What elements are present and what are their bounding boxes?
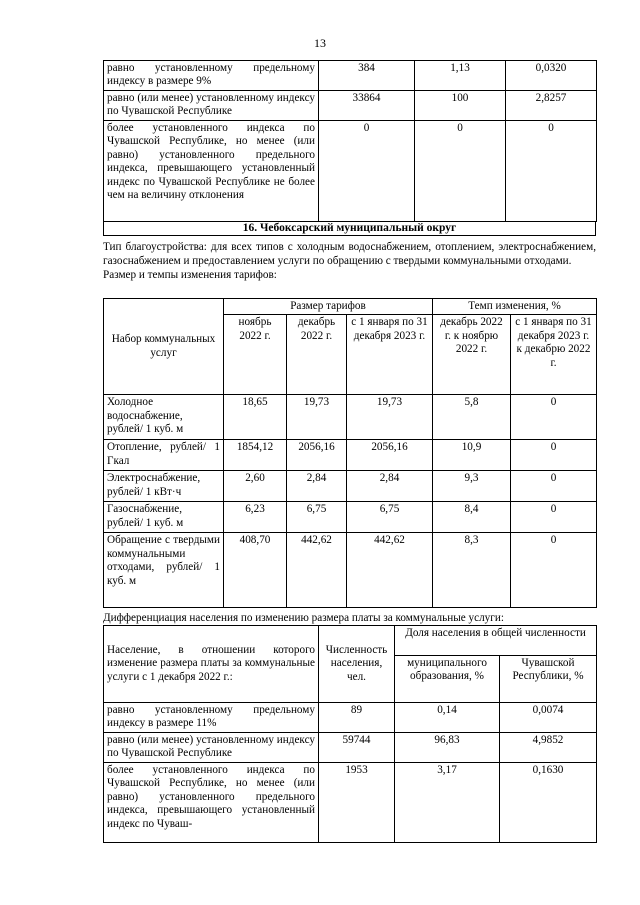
rate-dec-cell: 10,9 bbox=[433, 440, 511, 471]
row-label: равно установленному предельному индексу в размере 11% bbox=[104, 703, 319, 733]
header-population: Население, в отношении которого изменение размера платы за коммунальные услуги с 1 декабря 2022 г.: bbox=[104, 626, 319, 703]
jan-cell: 2,84 bbox=[347, 471, 433, 502]
share-republic-cell: 0 bbox=[506, 121, 597, 222]
table-row bbox=[104, 440, 597, 471]
header-republic: Чувашской Республики, % bbox=[500, 656, 597, 703]
dec-cell: 2,84 bbox=[287, 471, 347, 502]
rate-dec-cell: 8,3 bbox=[433, 533, 511, 608]
table-row bbox=[104, 61, 597, 91]
row-label: более установленного индекса по Чувашской Республике, но менее (или равно) установленного предельного индекса, превышающего установленный индекс по Чуваш- bbox=[104, 763, 319, 843]
count-cell: 0 bbox=[319, 121, 415, 222]
header-municipal: муниципального образования, % bbox=[395, 656, 500, 703]
header-rate-dec: декабрь 2022 г. к ноябрю 2022 г. bbox=[433, 315, 511, 395]
tariffs-section bbox=[103, 298, 596, 608]
rate-jan-cell: 0 bbox=[511, 502, 597, 533]
rate-dec-cell: 5,8 bbox=[433, 395, 511, 440]
table-row bbox=[104, 733, 597, 763]
share-republic-cell: 0,0320 bbox=[506, 61, 597, 91]
header-dec: декабрь 2022 г. bbox=[287, 315, 347, 395]
page-number: 13 bbox=[314, 36, 326, 50]
row-label: равно (или менее) установленному индексу по Чувашской Республике bbox=[104, 733, 319, 763]
rate-dec-cell: 8,4 bbox=[433, 502, 511, 533]
dec-cell: 2056,16 bbox=[287, 440, 347, 471]
header-jan: с 1 января по 31 декабря 2023 г. bbox=[347, 315, 433, 395]
share-municipal-cell: 100 bbox=[415, 91, 506, 121]
header-count: Численность населения, чел. bbox=[319, 626, 395, 703]
count-cell: 59744 bbox=[319, 733, 395, 763]
count-cell: 1953 bbox=[319, 763, 395, 843]
nov-cell: 6,23 bbox=[224, 502, 287, 533]
table-header-row bbox=[104, 626, 597, 656]
tariffs-table bbox=[103, 298, 597, 608]
diff-section bbox=[103, 625, 596, 843]
share-municipal-cell: 0 bbox=[415, 121, 506, 222]
count-cell: 384 bbox=[319, 61, 415, 91]
diff-caption: Дифференциация населения по изменению размера платы за коммунальные услуги: bbox=[103, 612, 504, 624]
share-republic-cell: 0,0074 bbox=[500, 703, 597, 733]
jan-cell: 2056,16 bbox=[347, 440, 433, 471]
share-municipal-cell: 0,14 bbox=[395, 703, 500, 733]
share-republic-cell: 2,8257 bbox=[506, 91, 597, 121]
table-row bbox=[104, 533, 597, 608]
jan-cell: 442,62 bbox=[347, 533, 433, 608]
dec-cell: 19,73 bbox=[287, 395, 347, 440]
header-rate-jan: с 1 января по 31 декабря 2023 г. к декабрю 2022 г. bbox=[511, 315, 597, 395]
share-municipal-cell: 96,83 bbox=[395, 733, 500, 763]
table-row bbox=[104, 91, 597, 121]
count-cell: 89 bbox=[319, 703, 395, 733]
table-continued bbox=[103, 60, 596, 236]
tariffs-caption: Размер и темпы изменения тарифов: bbox=[103, 269, 277, 281]
dec-cell: 442,62 bbox=[287, 533, 347, 608]
share-municipal-cell: 1,13 bbox=[415, 61, 506, 91]
jan-cell: 6,75 bbox=[347, 502, 433, 533]
rate-jan-cell: 0 bbox=[511, 395, 597, 440]
nov-cell: 2,60 bbox=[224, 471, 287, 502]
table-row bbox=[104, 395, 597, 440]
row-label: равно установленному предельному индексу в размере 9% bbox=[104, 61, 319, 91]
row-label: более установленного индекса по Чувашской Республике, но менее (или равно) установленного предельного индекса, превышающего установленный индекс по Чувашской Республике не более чем на величину отклонения bbox=[104, 121, 319, 222]
section-intro bbox=[103, 240, 596, 282]
population-table-continued bbox=[103, 60, 597, 222]
dec-cell: 6,75 bbox=[287, 502, 347, 533]
rate-dec-cell: 9,3 bbox=[433, 471, 511, 502]
nov-cell: 408,70 bbox=[224, 533, 287, 608]
rate-jan-cell: 0 bbox=[511, 471, 597, 502]
nov-cell: 1854,12 bbox=[224, 440, 287, 471]
diff-caption-wrap bbox=[103, 611, 596, 625]
share-republic-cell: 4,9852 bbox=[500, 733, 597, 763]
header-nov: ноябрь 2022 г. bbox=[224, 315, 287, 395]
table-row bbox=[104, 703, 597, 733]
table-row bbox=[104, 471, 597, 502]
header-change-rate: Темп изменения, % bbox=[433, 299, 597, 315]
service-cell: Обращение с твердыми коммунальными отходами, рублей/ 1 куб. м bbox=[104, 533, 224, 608]
service-cell: Электроснабжение, рублей/ 1 кВт·ч bbox=[104, 471, 224, 502]
section-title: 16. Чебоксарский муниципальный округ bbox=[103, 222, 596, 236]
improvement-type: Тип благоустройства: для всех типов с холодным водоснабжением, отоплением, электроснабжением, газоснабжением и предоставлением услуги по обращению с твердыми коммунальными отходами. bbox=[103, 241, 596, 267]
table-header-row bbox=[104, 299, 597, 315]
header-share: Доля населения в общей численности bbox=[395, 626, 597, 656]
jan-cell: 19,73 bbox=[347, 395, 433, 440]
table-row bbox=[104, 121, 597, 222]
share-municipal-cell: 3,17 bbox=[395, 763, 500, 843]
nov-cell: 18,65 bbox=[224, 395, 287, 440]
row-label: равно (или менее) установленному индексу по Чувашской Республике bbox=[104, 91, 319, 121]
table-row bbox=[104, 502, 597, 533]
population-diff-table bbox=[103, 625, 597, 843]
header-service-set: Набор коммунальных услуг bbox=[104, 299, 224, 395]
service-cell: Холодное водоснабжение, рублей/ 1 куб. м bbox=[104, 395, 224, 440]
rate-jan-cell: 0 bbox=[511, 533, 597, 608]
count-cell: 33864 bbox=[319, 91, 415, 121]
table-row bbox=[104, 763, 597, 843]
header-tariff-size: Размер тарифов bbox=[224, 299, 433, 315]
service-cell: Газоснабжение, рублей/ 1 куб. м bbox=[104, 502, 224, 533]
rate-jan-cell: 0 bbox=[511, 440, 597, 471]
share-republic-cell: 0,1630 bbox=[500, 763, 597, 843]
service-cell: Отопление, рублей/ 1 Гкал bbox=[104, 440, 224, 471]
